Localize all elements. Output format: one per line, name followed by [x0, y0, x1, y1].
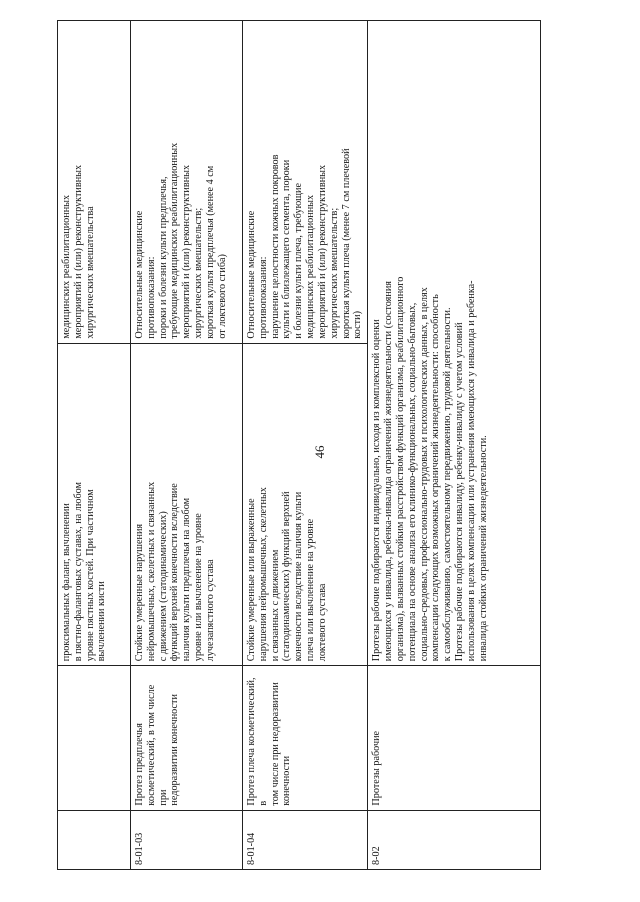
table-row: [58, 21, 131, 870]
page-number: 46: [312, 445, 327, 459]
device-table: [57, 20, 541, 870]
name-cell: Протезы рабочие: [368, 666, 541, 810]
code-cell: 8-01-04: [243, 810, 368, 869]
description-cell: Протезы рабочие подбираются индивидуально, исходя из комплексной оценки имеющихся у инвалида, ребенка-инвалида ограничений жизнедеятельности (состояния организма), вызванных стойким расстройством функций организма, реабилитационного потенциала на основе анализа его клинико-функциональных, социально-бытовых, социально-средовых, профессионально-трудовых и психологических данных, в целях компенсации следующих возможных ограничений жизнедеятельности: способность к самообслуживанию, самостоятельному передвижению, трудовой деятельности. Протезы рабочие подбираются инвалиду, ребенку-инвалиду с учетом условий использования в целях компенсации или устранения имеющихся у инвалида и ребенка- инвалида стойких ограничений жизнедеятельности.: [368, 21, 541, 666]
table-row: [368, 21, 541, 870]
name-cell: Протез предплечья косметический, в том числе при недоразвитии конечности: [131, 666, 243, 810]
code-cell: 8-02: [368, 810, 541, 869]
contraindications-cell: Относительные медицинские противопоказания: пороки и болезни культи предплечья, требующие медицинских реабилитационных мероприятий и (или) реконструктивных хирургических вмешательств; короткая культя предплечья (менее 4 см от локтевого сгиба): [131, 21, 243, 344]
name-cell: Протез плеча косметический, в том числе при недоразвитии конечности: [243, 666, 368, 810]
rotated-table-wrapper: [57, 20, 537, 870]
indications-cell: Стойкие умеренные нарушения нейромышечных, скелетных и связанных с движением (статодинамических) функций верхней конечности вследствие наличия культи предплечья на любом уровне или вычленение на уровне лучезапястного сустава: [131, 343, 243, 666]
name-cell: [58, 666, 131, 810]
table-row: [243, 21, 368, 870]
code-cell: [58, 810, 131, 869]
table-row: [131, 21, 243, 870]
code-cell: 8-01-03: [131, 810, 243, 869]
indications-cell: Стойкие умеренные или выраженные нарушения нейромышечных, скелетных и связанных с движением (статодинамических) функций верхней конечности вследствие наличия культи плеча или вычленение на уровне локтевого сустава: [243, 343, 368, 666]
indications-cell: проксимальных фаланг, вычленении в пястно-фаланговых суставах, на любом уровне пястных костей. При частичном вычленении кисти: [58, 343, 131, 666]
contraindications-cell: медицинских реабилитационных мероприятий и (или) реконструктивных хирургических вмешательства: [58, 21, 131, 344]
contraindications-cell: Относительные медицинские противопоказания: нарушение целостности кожных покровов культи и близлежащего сегмента, пороки и болезни культи плеча, требующие медицинских реабилитационных мероприятий и (или) реконструктивных хирургических вмешательств; короткая культя плеча (менее 7 см плечевой кости): [243, 21, 368, 344]
